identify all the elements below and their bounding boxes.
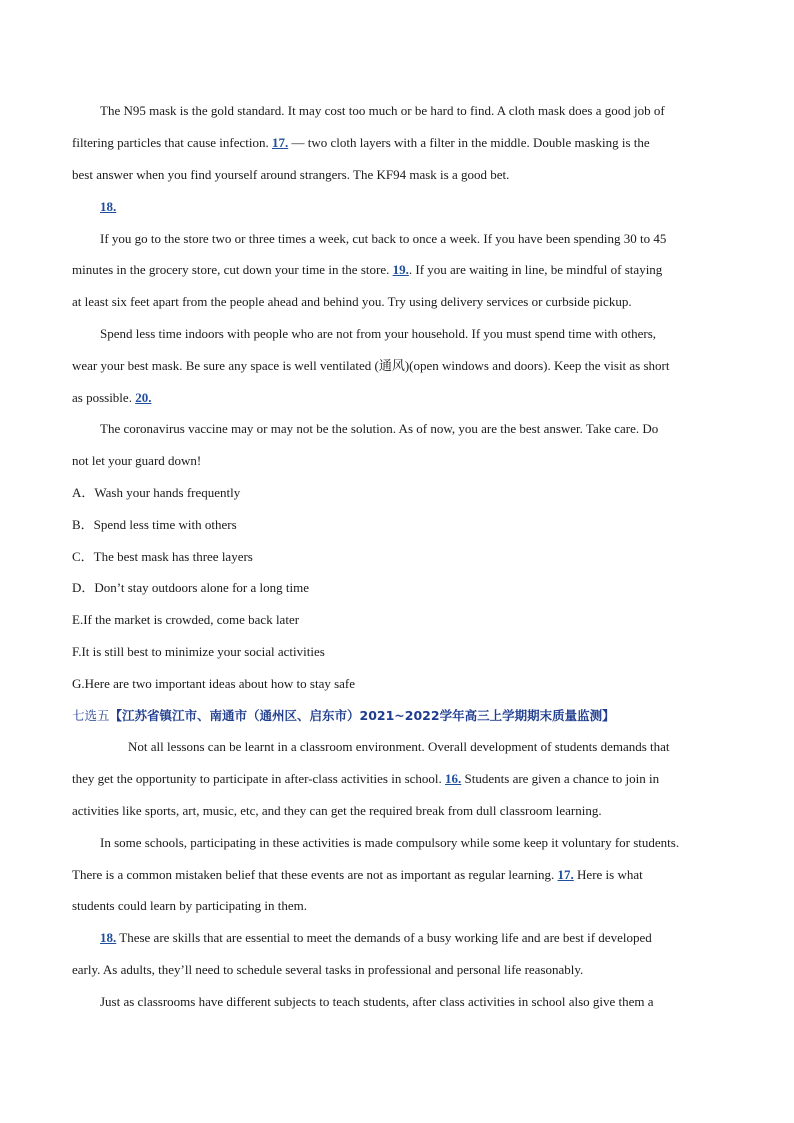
blank-18[interactable]: 18. xyxy=(100,199,117,214)
paragraph-line: The N95 mask is the gold standard. It may cost too much or be hard to find. A cloth mask does a good job of xyxy=(100,103,665,118)
option-a: A．Wash your hands frequently xyxy=(72,485,241,500)
paragraph-line: early. As adults, they’ll need to schedule several tasks in professional and personal life reasonably. xyxy=(72,962,584,977)
paragraph-line: filtering particles that cause infection. 17. — two cloth layers with a filter in the middle. Double masking is the xyxy=(72,135,650,150)
blank-18b[interactable]: 18. xyxy=(100,930,117,945)
paragraph-line: 18. These are skills that are essential to meet the demands of a busy working life and are best if developed xyxy=(100,930,652,945)
paragraph-line: minutes in the grocery store, cut down your time in the store. 19.. If you are waiting in line, be mindful of staying xyxy=(72,262,663,277)
blank-19[interactable]: 19. xyxy=(392,262,409,277)
blank-16[interactable]: 16. xyxy=(445,771,462,786)
blank-17[interactable]: 17. xyxy=(271,135,289,150)
paragraph-line: Just as classrooms have different subjects to teach students, after class activities in school also give them a xyxy=(100,994,654,1009)
paragraph-line: If you go to the store two or three times a week, cut back to once a week. If you have been spending 30 to 45 xyxy=(100,231,667,246)
paragraph-line: activities like sports, art, music, etc, and they can get the required break from dull classroom learning. xyxy=(72,803,602,818)
paragraph-line: wear your best mask. Be sure any space is well ventilated (通风)(open windows and doors). Keep the visit as short xyxy=(72,358,670,373)
option-b: B．Spend less time with others xyxy=(72,517,237,532)
paragraph-line: not let your guard down! xyxy=(72,453,202,468)
paragraph-line: best answer when you find yourself around strangers. The KF94 mask is a good bet. xyxy=(72,167,510,182)
option-d: D．Don’t stay outdoors alone for a long time xyxy=(72,580,309,595)
blank-20[interactable]: 20. xyxy=(135,390,152,405)
paragraph-line: There is a common mistaken belief that these events are not as important as regular learning. 17. Here is what xyxy=(72,867,643,882)
paragraph-line: Not all lessons can be learnt in a classroom environment. Overall development of students demands that xyxy=(128,739,670,754)
section-header xyxy=(72,708,615,724)
paragraph-line: as possible. 20. xyxy=(72,390,152,405)
option-g: G.Here are two important ideas about how to stay safe xyxy=(72,676,356,691)
section-label: 七选五 xyxy=(72,708,110,723)
paragraph-line: In some schools, participating in these activities is made compulsory while some keep it voluntary for students. xyxy=(100,835,680,850)
paragraph-line: Spend less time indoors with people who are not from your household. If you must spend time with others, xyxy=(100,326,657,341)
paragraph-line: students could learn by participating in them. xyxy=(72,898,308,913)
option-f: F.It is still best to minimize your social activities xyxy=(72,644,325,659)
paragraph-line: at least six feet apart from the people ahead and behind you. Try using delivery services or curbside pickup. xyxy=(72,294,632,309)
blank-17b[interactable]: 17. xyxy=(557,867,574,882)
paragraph-line: The coronavirus vaccine may or may not be the solution. As of now, you are the best answer. Take care. Do xyxy=(100,421,659,436)
option-e: E.If the market is crowded, come back later xyxy=(72,612,300,627)
option-c: C．The best mask has three layers xyxy=(72,549,253,564)
blank-line xyxy=(100,199,116,215)
paragraph-line: they get the opportunity to participate in after-class activities in school. 16. Students are given a chance to join in xyxy=(72,771,660,786)
section-source: 【江苏省镇江市、南通市（通州区、启东市）2021~2022学年高三上学期期末质量监测】 xyxy=(109,708,615,723)
